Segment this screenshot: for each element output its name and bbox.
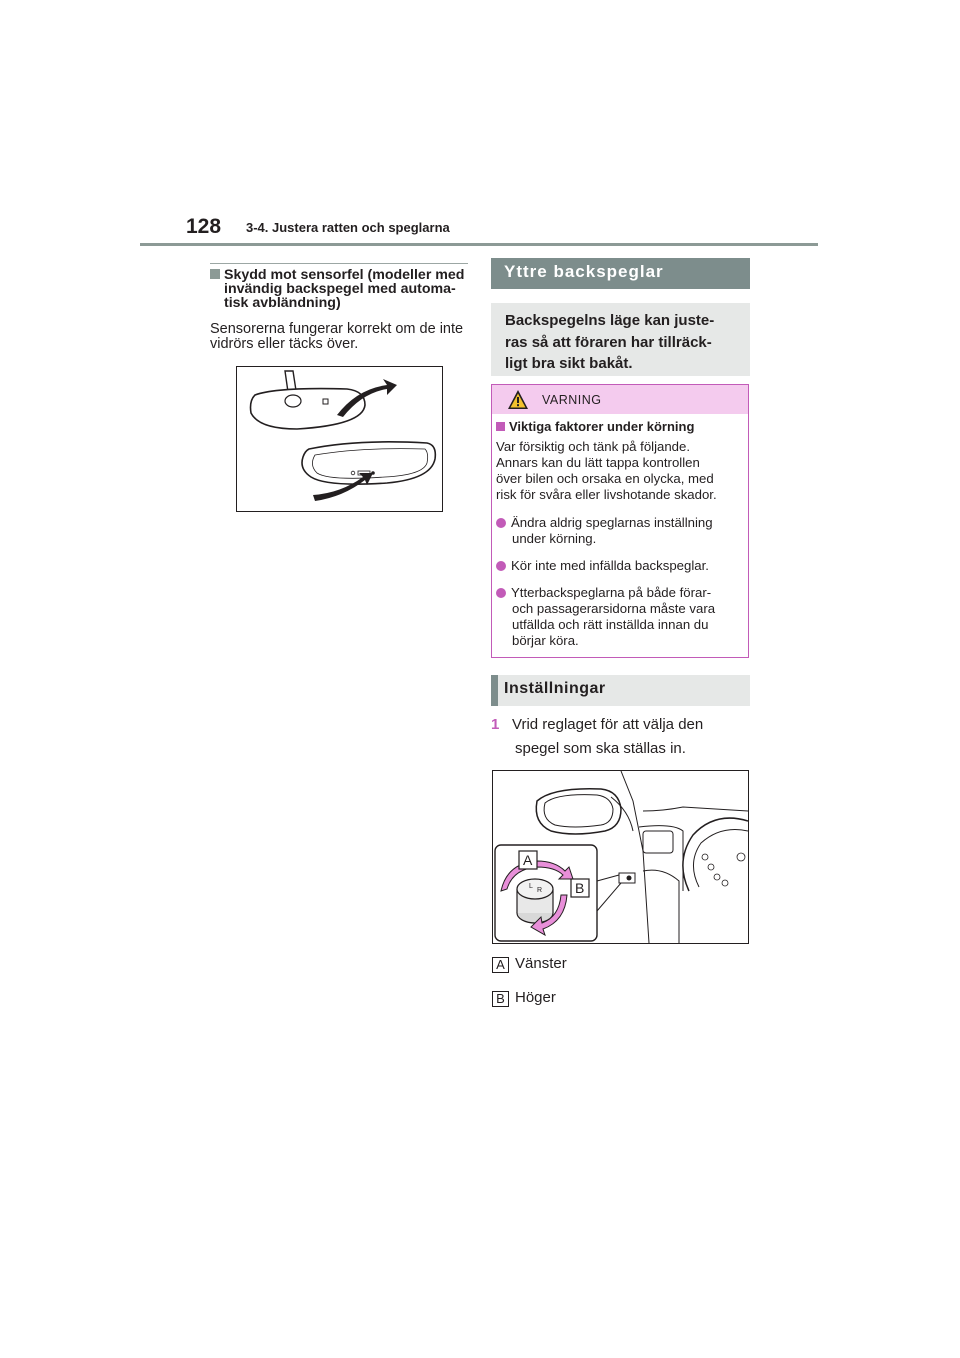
page-number: 128: [186, 215, 222, 238]
sensor-body-text: Sensorerna fungerar korrekt om de inte vidrörs eller täcks över.: [210, 321, 464, 352]
svg-text:L: L: [529, 883, 533, 890]
step-1: 1 Vrid reglaget för att välja den spegel som ska ställas in.: [491, 713, 753, 761]
chapter-title: 3-4. Justera ratten och speglarna: [246, 220, 450, 235]
left-divider: [210, 263, 468, 264]
warning-bullet: Ändra aldrig speglarnas inställning under körning.: [496, 515, 746, 547]
mirror-switch-figure: [492, 770, 749, 944]
bullet-dot-icon: [496, 588, 506, 598]
figure-label-a: A: [523, 852, 533, 868]
svg-text:R: R: [537, 887, 543, 894]
bullet-dot-icon: [496, 518, 506, 528]
square-bullet-icon: [210, 269, 220, 279]
warning-subheading: Viktiga faktorer under körning: [496, 419, 746, 434]
sensor-subheading: Skydd mot sensorfel (modeller med invändig backspegel med automa- tisk avbländning): [210, 268, 472, 310]
step-number: 1: [491, 716, 500, 733]
legend-item-right: B Höger: [492, 989, 556, 1007]
legend-item-left: A Vänster: [492, 955, 567, 973]
warning-triangle-icon: [507, 389, 529, 411]
legend-key: B: [492, 991, 509, 1007]
warning-body-text: Var försiktig och tänk på följande. Annars kan du lätt tappa kontrollen över bilen och orsaka en olycka, med risk för svåra eller livshotande skador.: [496, 439, 717, 502]
warning-bullet: Kör inte med infällda backspeglar.: [496, 558, 746, 574]
warning-label: VARNING: [542, 393, 602, 407]
square-bullet-icon: [496, 422, 505, 431]
rearview-mirror-figure: [236, 366, 443, 512]
header-divider: [140, 243, 818, 246]
warning-bullet: Ytterbackspeglarna på både förar- och passagerarsidorna måste vara utfällda och rätt inställda innan du börjar köra.: [496, 585, 746, 649]
settings-section-accent: [491, 675, 498, 706]
intro-text: Backspegelns läge kan juste- ras så att föraren har tillräck- ligt bra sikt bakåt.: [505, 312, 715, 372]
figure-label-b: B: [575, 880, 585, 896]
bullet-dot-icon: [496, 561, 506, 571]
section-title: Yttre backspeglar: [504, 262, 664, 281]
warning-header: [492, 385, 748, 414]
legend-key: A: [492, 957, 509, 973]
settings-section-title: Inställningar: [504, 680, 606, 697]
